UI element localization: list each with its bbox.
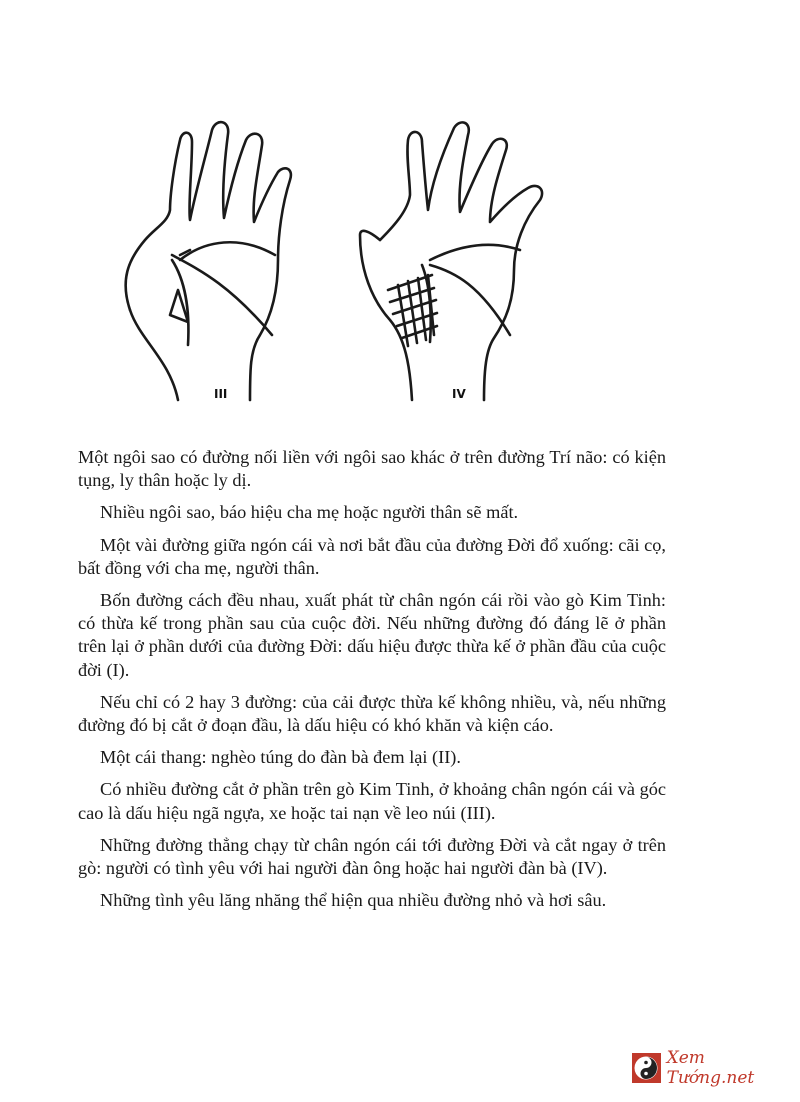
paragraph: Những đường thẳng chạy từ chân ngón cái tới đường Đời và cắt ngay ở trên gò: người có tình yêu với hai người đàn ông hoặc hai người đàn bà (IV).	[78, 834, 666, 879]
paragraph: Những tình yêu lăng nhăng thể hiện qua nhiều đường nhỏ và hơi sâu.	[100, 890, 607, 911]
palm-figures	[110, 110, 590, 410]
site-watermark	[632, 1050, 792, 1086]
paragraph: Một vài đường giữa ngón cái và nơi bắt đầu của đường Đời đổ xuống: cãi cọ, bất đồng với cha mẹ, người thân.	[78, 534, 666, 578]
yin-yang-icon	[632, 1053, 661, 1083]
paragraph: Có nhiều đường cắt ở phần trên gò Kim Tinh, ở khoảng chân ngón cái và góc cao là dấu hiệu ngã ngựa, xe hoặc tai nạn về leo núi (III).	[78, 779, 666, 823]
palm-figure-iii	[126, 122, 291, 400]
paragraph: Nhiều ngôi sao, báo hiệu cha mẹ hoặc người thân sẽ mất.	[100, 502, 519, 523]
paragraph: Một ngôi sao có đường nối liền với ngôi sao khác ở trên đường Trí não: có kiện tụng, ly thân hoặc ly dị.	[78, 447, 666, 491]
palm-illustrations	[110, 110, 590, 410]
figure-label-iii: III	[214, 387, 228, 401]
body-text	[78, 446, 666, 921]
paragraph: Một cái thang: nghèo túng do đàn bà đem lại (II).	[100, 747, 461, 768]
palm-figure-iv	[360, 122, 542, 400]
paragraph: Bốn đường cách đều nhau, xuất phát từ chân ngón cái rồi vào gò Kim Tinh: có thừa kế trong phần sau của cuộc đời. Nếu những đường đó đáng lẽ ở phần trên lại ở phần dưới của đường Đời: dấu hiệu được thừa kế ở phần đầu của cuộc đời (I).	[78, 590, 666, 680]
watermark-text: Xem Tướng.net	[666, 1048, 755, 1088]
figure-label-iv: IV	[452, 387, 466, 401]
paragraph: Nếu chỉ có 2 hay 3 đường: của cải được thừa kế không nhiều, và, nếu những đường đó bị cắt ở đoạn đầu, là dấu hiệu có khó khăn và kiện cáo.	[78, 691, 666, 736]
